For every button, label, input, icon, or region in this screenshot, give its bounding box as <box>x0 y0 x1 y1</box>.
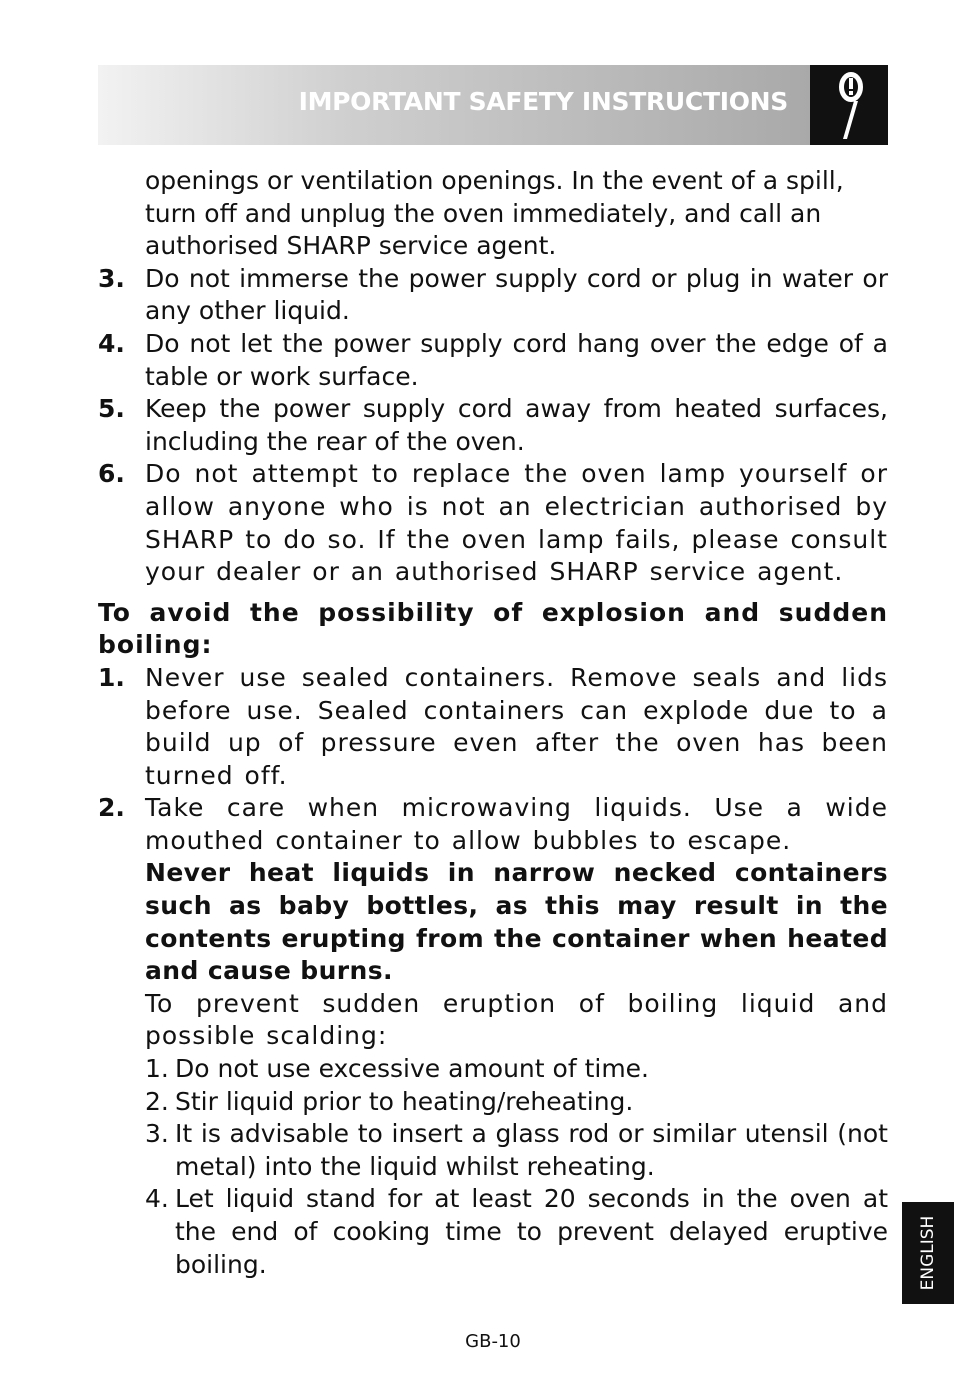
item-text: Do not immerse the power supply cord or plug in water or any other liquid. <box>145 263 888 326</box>
sub-list-item <box>145 1183 888 1281</box>
page-content <box>98 165 888 1281</box>
header-title: IMPORTANT SAFETY INSTRUCTIONS <box>298 87 788 116</box>
warning-exclamation-icon <box>832 67 868 143</box>
item-text: Do not let the power supply cord hang over the edge of a table or work surface. <box>145 328 888 391</box>
header-bar <box>98 65 810 145</box>
page-number: GB-10 <box>465 1331 521 1352</box>
item-text: Keep the power supply cord away from heated surfaces, including the rear of the oven. <box>145 394 888 456</box>
list-item <box>98 458 888 588</box>
sub-item-text: Do not use excessive amount of time. <box>175 1054 649 1084</box>
sub-list <box>98 1053 888 1281</box>
list-item <box>98 328 888 393</box>
sub-list-item <box>145 1086 888 1119</box>
sub-list-item <box>145 1053 888 1086</box>
item-text: Never use sealed containers. Remove seals and lids before use. Sealed containers can explode due to a build up of pressure even after the oven has been turned off. <box>145 662 888 790</box>
list-item <box>98 662 888 792</box>
list-item <box>98 393 888 458</box>
list-item <box>98 263 888 328</box>
item-text: Take care when microwaving liquids. Use a wide mouthed container to allow bubbles to escape. <box>145 793 888 855</box>
language-tab <box>902 1202 954 1304</box>
sub-item-number: 4. <box>145 1184 169 1214</box>
item-number: 2. <box>98 793 125 823</box>
item-text: Do not attempt to replace the oven lamp yourself or allow anyone who is not an electrician authorised by SHARP to do so. If the oven lamp fails, please consult your dealer or an authorised SHARP service agent. <box>145 459 888 587</box>
prevent-intro: To prevent sudden eruption of boiling liquid and possible scalding: <box>145 988 888 1051</box>
intro-continuation <box>98 165 888 263</box>
sub-item-text: Stir liquid prior to heating/reheating. <box>175 1086 634 1116</box>
section-title: To avoid the possibility of explosion and sudden boiling: <box>98 597 888 660</box>
intro-line: authorised SHARP service agent. <box>145 231 557 261</box>
language-label: ENGLISH <box>918 1215 938 1291</box>
item-number: 6. <box>98 459 125 489</box>
item-number: 1. <box>98 662 125 692</box>
intro-line: openings or ventilation openings. In the event of a spill, <box>145 166 844 195</box>
item-number: 5. <box>98 394 125 424</box>
sub-item-text: Let liquid stand for at least 20 seconds in the oven at the end of cooking time to prevent delayed eruptive boiling. <box>175 1184 888 1279</box>
sub-item-text: It is advisable to insert a glass rod or similar utensil (not metal) into the liquid whilst reheating. <box>175 1119 888 1181</box>
list-item <box>98 792 888 857</box>
sub-item-number: 1. <box>145 1054 169 1084</box>
item-number: 3. <box>98 263 125 293</box>
warning-text: Never heat liquids in narrow necked containers such as baby bottles, as this may result in the contents erupting from the container when heated and cause burns. <box>145 858 888 986</box>
sub-list-item <box>145 1118 888 1183</box>
item-number: 4. <box>98 328 125 358</box>
sub-item-number: 2. <box>145 1086 169 1116</box>
header-icon-box <box>810 65 888 145</box>
intro-line: turn off and unplug the oven immediately, and call an <box>145 198 822 228</box>
sub-item-number: 3. <box>145 1119 169 1149</box>
